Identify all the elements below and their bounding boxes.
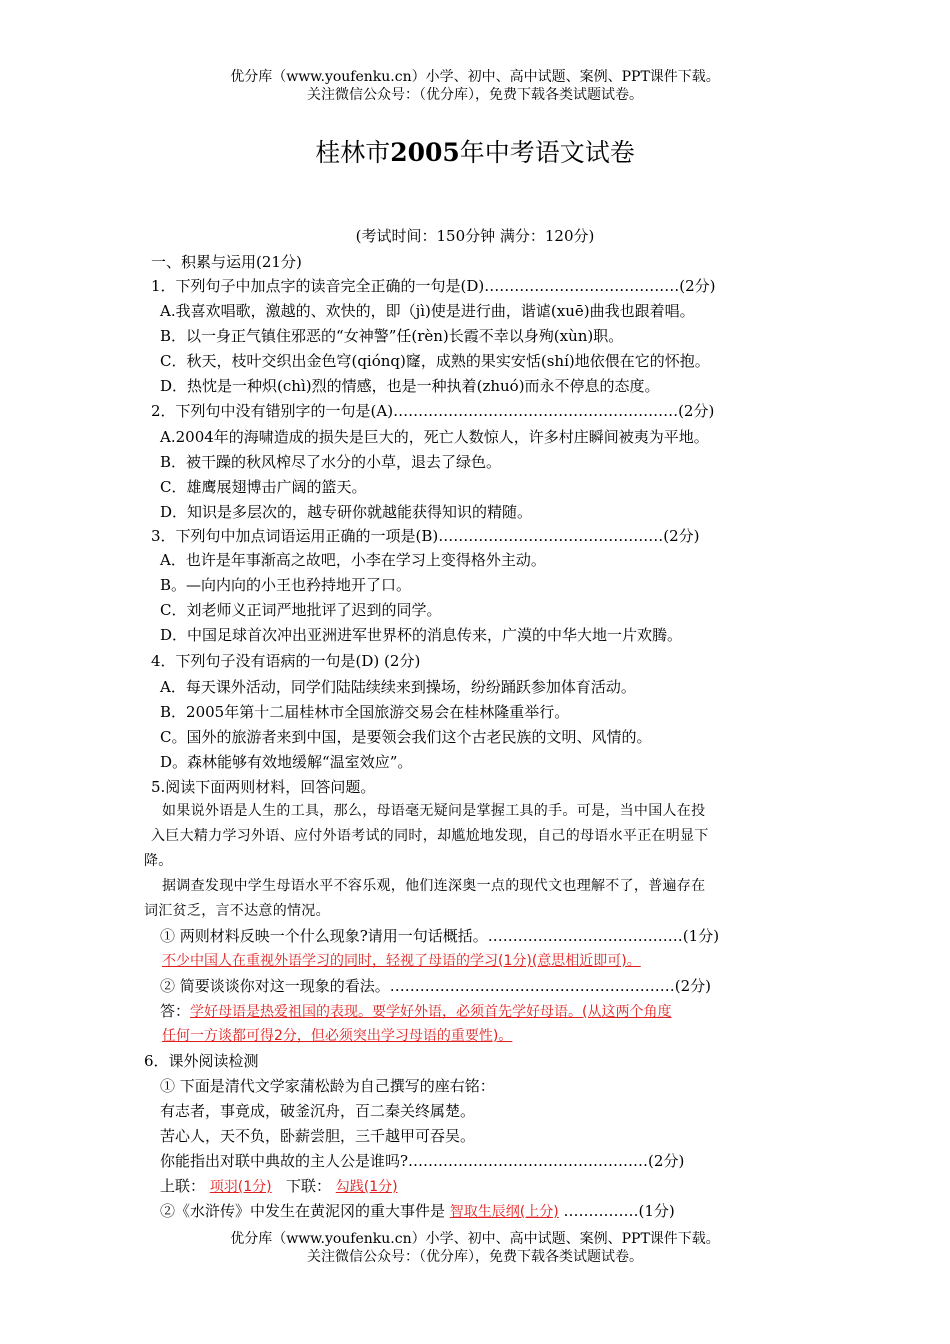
- header-line-2: 关注微信公众号：（优分库），免费下载各类试题试卷。: [307, 87, 643, 103]
- q5-passage-1-line-2: 入巨大精力学习外语、应付外语考试的同时，却尴尬地发现，自己的母语水平正在明显下: [151, 828, 709, 844]
- q6-question: 你能指出对联中典故的主人公是谁吗?…………………………………………(2分): [160, 1152, 685, 1170]
- q5-sub-question-1: ① 两则材料反映一个什么现象?请用一句话概括。…………………………………(1分): [160, 927, 720, 945]
- q6-answer-row: [160, 1176, 398, 1197]
- q2-option-a: A.2004年的海啸造成的损失是巨大的，死亡人数惊人，许多村庄瞬间被夷为平地。: [160, 428, 709, 446]
- q4-option-b: B．2005年第十二届桂林市全国旅游交易会在桂林隆重举行。: [160, 703, 570, 721]
- q6-sub-question-1: ① 下面是清代文学家蒲松龄为自己撰写的座右铭：: [160, 1077, 495, 1095]
- q5-answer-2-line-2: 任何一方谈都可得2分，但必须突出学习母语的重要性)。: [162, 1028, 513, 1044]
- q1-option-b: B．以一身正气镇住邪恶的“女神警”任(rèn)长霞不幸以身殉(xùn)职。: [160, 327, 624, 345]
- q2-stem: 2．下列句中没有错别字的一句是(A)…………………………………………………(2分): [151, 402, 715, 420]
- q5-answer-2-line-1: [160, 1001, 671, 1022]
- upper-answer: 项羽(1分): [209, 1179, 272, 1195]
- q1-option-a: A.我喜欢唱歌，激越的、欢快的，即（jì)使是进行曲，谐谑(xuē)曲我也跟着唱。: [160, 302, 695, 320]
- q1-stem: 1．下列句子中加点字的读音完全正确的一句是(D)…………………………………(2分): [151, 277, 716, 295]
- q5-sub-question-2: ② 简要谈谈你对这一现象的看法。…………………………………………………(2分): [160, 977, 712, 995]
- section-1-heading: 一、积累与运用(21分): [151, 253, 302, 271]
- q6-couplet-lower: 苦心人，天不负，卧薪尝胆，三千越甲可吞吴。: [160, 1127, 476, 1145]
- footer-line-2: 关注微信公众号：（优分库），免费下载各类试题试卷。: [307, 1249, 643, 1265]
- q5-passage-2-line-1: 据调查发现中学生母语水平不容乐观，他们连深奥一点的现代文也理解不了，普遍存在: [162, 878, 706, 894]
- q6-sub2-score: ……………(1分): [563, 1202, 675, 1220]
- lower-label: 下联：: [285, 1177, 331, 1195]
- q2-option-b: B．被干躁的秋风榨尽了水分的小草，退去了绿色。: [160, 453, 502, 471]
- q2-option-c: C．雄鹰展翅博击广阔的篮天。: [160, 478, 367, 496]
- q3-option-b: B。—向内向的小王也矜持地开了口。: [160, 576, 412, 594]
- q5-passage-1-line-1: 如果说外语是人生的工具，那么，母语毫无疑问是掌握工具的手。可是，当中国人在投: [162, 803, 706, 819]
- q3-option-d: D．中国足球首次冲出亚洲进军世界杯的消息传来，广漠的中华大地一片欢腾。: [160, 626, 683, 644]
- q3-option-a: A．也许是年事渐高之故吧，小李在学习上变得格外主动。: [160, 551, 546, 569]
- exam-info: (考试时间：150分钟 满分：120分): [355, 227, 595, 245]
- lower-answer: 勾践(1分): [335, 1179, 398, 1195]
- q5-passage-2-line-2: 词汇贫乏，言不达意的情况。: [144, 903, 330, 919]
- q1-option-d: D．热忱是一种炽(chì)烈的情感，也是一种执着(zhuó)而永不停息的态度。: [160, 377, 660, 395]
- q4-option-a: A．每天课外活动，同学们陆陆续续来到操场，纷纷踊跃参加体育活动。: [160, 678, 636, 696]
- q5-stem: 5.阅读下面两则材料，回答问题。: [151, 778, 376, 796]
- q6-couplet-upper: 有志者，事竟成，破釜沉舟，百二秦关终属楚。: [160, 1102, 476, 1120]
- upper-label: 上联：: [160, 1177, 206, 1195]
- q6-sub-question-2: [160, 1201, 675, 1222]
- q4-option-c: C。国外的旅游者来到中国，是要领会我们这个古老民族的文明、风情的。: [160, 728, 652, 746]
- header-line-1: 优分库（www.youfenku.cn）小学、初中、高中试题、案例、PPT课件下载。: [230, 69, 720, 85]
- q5-answer-1: 不少中国人在重视外语学习的同时，轻视了母语的学习(1分)(意思相近即可)。: [162, 953, 641, 969]
- q6-stem: 6．课外阅读检测: [144, 1052, 259, 1070]
- q4-stem: 4．下列句子没有语病的一句是(D) (2分): [151, 652, 421, 670]
- q3-option-c: C．刘老师义正词严地批评了迟到的同学。: [160, 601, 442, 619]
- q6-sub2-answer: 智取生辰纲(上分): [449, 1204, 559, 1220]
- q2-option-d: D．知识是多层次的，越专研你就越能获得知识的精随。: [160, 503, 533, 521]
- footer-line-1: 优分库（www.youfenku.cn）小学、初中、高中试题、案例、PPT课件下载。: [230, 1231, 720, 1247]
- q3-stem: 3．下列句中加点词语运用正确的一项是(B)………………………………………(2分): [151, 527, 700, 545]
- answer-label: 答：: [160, 1002, 191, 1020]
- q5-passage-1-line-3: 降。: [144, 853, 173, 869]
- q4-option-d: D。森林能够有效地缓解“温室效应”。: [160, 753, 413, 771]
- q6-sub2-text: ②《水浒传》中发生在黄泥冈的重大事件是: [160, 1202, 446, 1220]
- page-title: 桂林市2005年中考语文试卷: [315, 138, 635, 167]
- q1-option-c: C．秋天，枝叶交织出金色穹(qiónq)窿，成熟的果实安恬(shí)地依偎在它的怀抱。: [160, 352, 710, 370]
- q5-answer-2-text: 学好母语是热爱祖国的表现。要学好外语，必须首先学好母语。(从这两个角度: [190, 1004, 672, 1020]
